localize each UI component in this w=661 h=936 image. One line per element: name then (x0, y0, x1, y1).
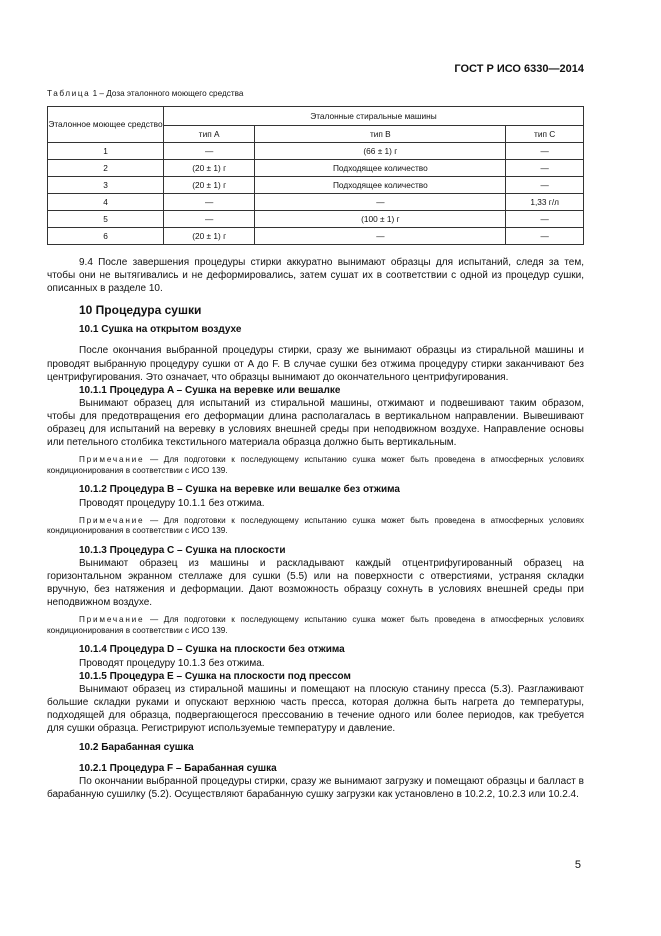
detergent-dose-table (47, 106, 584, 245)
table-caption-text: 1 – Доза эталонного моющего средства (90, 89, 244, 98)
table-cell: (20 ± 1) г (164, 228, 255, 245)
note-3 (47, 615, 584, 636)
paragraph-10-1-3: Вынимают образец из машины и раскладывают каждый отцентрифугированный образец на горизонтальном экранном стеллаже для сушки (5.5) или на поверхности с отверстиями, устраняя складки вручную, без натяжения и деформации. Дают возможность образцу сохнуть в условиях внешней среды при неподвижном воздухе. (47, 557, 584, 609)
table-cell: — (164, 211, 255, 228)
table-row (48, 177, 584, 194)
paragraph-9-4: 9.4 После завершения процедуры стирки аккуратно вынимают образцы для испытаний, следя за тем, чтобы они не вытягивались и не деформировались, затем сушат их в соответствии с одной из процедур сушки, описанных в разделе 10. (47, 257, 584, 295)
table-header-row (48, 107, 584, 126)
table-cell: 3 (48, 177, 164, 194)
table-cell: (20 ± 1) г (164, 177, 255, 194)
table-row (48, 228, 584, 245)
table-caption-label: Таблица (47, 89, 91, 98)
column-header-standard: Эталонное моющее средство (48, 107, 164, 143)
table-cell: — (506, 177, 584, 194)
table-cell: — (164, 194, 255, 211)
note-text: — Для подготовки к последующему испытанию сушка может быть проведена в атмосферных условиях кондиционирования в соответствии с ИСО 139. (47, 615, 584, 635)
table-cell: 1 (48, 143, 164, 160)
table-cell: — (506, 143, 584, 160)
standard-header: ГОСТ Р ИСО 6330—2014 (454, 63, 584, 75)
paragraph-10-1-4: Проводят процедуру 10.1.3 без отжима. (79, 657, 265, 669)
table-cell: — (506, 228, 584, 245)
table-caption (47, 89, 243, 98)
table-cell: 2 (48, 160, 164, 177)
table-cell: 6 (48, 228, 164, 245)
table-cell: — (255, 194, 506, 211)
paragraph-10-2-1: По окончании выбранной процедуры стирки, сразу же вынимают загрузку и помещают образцы и балласт в барабанную сушилку (5.2). Осуществляют барабанную сушку загрузки как установлено в 10.2.2, 10.2.3 или 10.2.4. (47, 776, 584, 801)
section-10-2-heading: 10.2 Барабанная сушка (79, 742, 194, 754)
heading-10-1-4: 10.1.4 Процедура D – Сушка на плоскости без отжима (79, 644, 345, 656)
table-row (48, 194, 584, 211)
section-10-1-heading: 10.1 Сушка на открытом воздухе (79, 324, 242, 336)
column-header-type-b: тип B (255, 126, 506, 143)
column-header-type-c: тип C (506, 126, 584, 143)
note-label: Примечание (79, 515, 145, 525)
table-cell: 1,33 г/л (506, 194, 584, 211)
section-10-heading: 10 Процедура сушки (79, 303, 202, 318)
note-text: — Для подготовки к последующему испытанию сушка может быть проведена в атмосферных условиях кондиционирования в соответствии с ИСО 139. (47, 455, 584, 475)
table-cell: 5 (48, 211, 164, 228)
note-2 (47, 516, 584, 537)
note-label: Примечание (79, 455, 145, 465)
heading-10-1-1: 10.1.1 Процедура A – Сушка на веревке или вешалке (79, 384, 341, 396)
page-number: 5 (574, 859, 581, 871)
table-cell: Подходящее количество (255, 160, 506, 177)
table-cell: — (506, 160, 584, 177)
table-cell: — (164, 143, 255, 160)
heading-10-2-1: 10.2.1 Процедура F – Барабанная сушка (79, 763, 277, 775)
note-label: Примечание (79, 615, 145, 625)
table-row (48, 211, 584, 228)
table-cell: Подходящее количество (255, 177, 506, 194)
document-body (47, 256, 584, 801)
table-row (48, 160, 584, 177)
note-text: — Для подготовки к последующему испытанию сушка может быть проведена в атмосферных условиях кондиционирования в соответствии с ИСО 139. (47, 515, 584, 536)
table-row (48, 143, 584, 160)
table-cell: — (255, 228, 506, 245)
heading-10-1-5: 10.1.5 Процедура E – Сушка на плоскости под прессом (79, 670, 351, 682)
note-1 (47, 455, 584, 476)
table-cell: — (506, 211, 584, 228)
paragraph-10-1: После окончания выбранной процедуры стирки, сразу же вынимают образцы из стиральной машины и проводят выбранную процедуру сушки от A до F. В случае сушки без отжима процедуру стирки заканчивают без центрифугирования. Это означает, что образцы вынимают до окончательного центрифугирования. (47, 345, 584, 383)
paragraph-10-1-2: Проводят процедуру 10.1.1 без отжима. (79, 497, 265, 509)
column-header-machines: Эталонные стиральные машины (164, 107, 584, 126)
table-cell: (66 ± 1) г (255, 143, 506, 160)
column-header-type-a: тип A (164, 126, 255, 143)
table-cell: (20 ± 1) г (164, 160, 255, 177)
table-cell: (100 ± 1) г (255, 211, 506, 228)
paragraph-10-1-5: Вынимают образец из стиральной машины и помещают на плоскую станину пресса (5.3). Разглаживают большие складки руками и опускают верхнюю часть пресса, которая должна быть нагрета до температуры, подходящей для образца, подвергающегося прессованию в течение одного или более периодов, как требуется для сушки образца. Регистрируют используемые температуру и давление. (47, 683, 584, 734)
paragraph-10-1-1: Вынимают образец для испытаний из стиральной машины, отжимают и подвешивают таким образом, чтобы для предотвращения его деформации длина располагалась в вертикальном направлении. Вывешивают образец для испытаний на веревку в условиях внешней среды при неподвижном воздухе. Направление основы или петельного столбика текстильного материала образца должно быть вертикальным. (47, 397, 584, 449)
heading-10-1-2: 10.1.2 Процедура B – Сушка на веревке или вешалке без отжима (79, 484, 400, 496)
table-cell: 4 (48, 194, 164, 211)
heading-10-1-3: 10.1.3 Процедура C – Сушка на плоскости (79, 544, 286, 556)
